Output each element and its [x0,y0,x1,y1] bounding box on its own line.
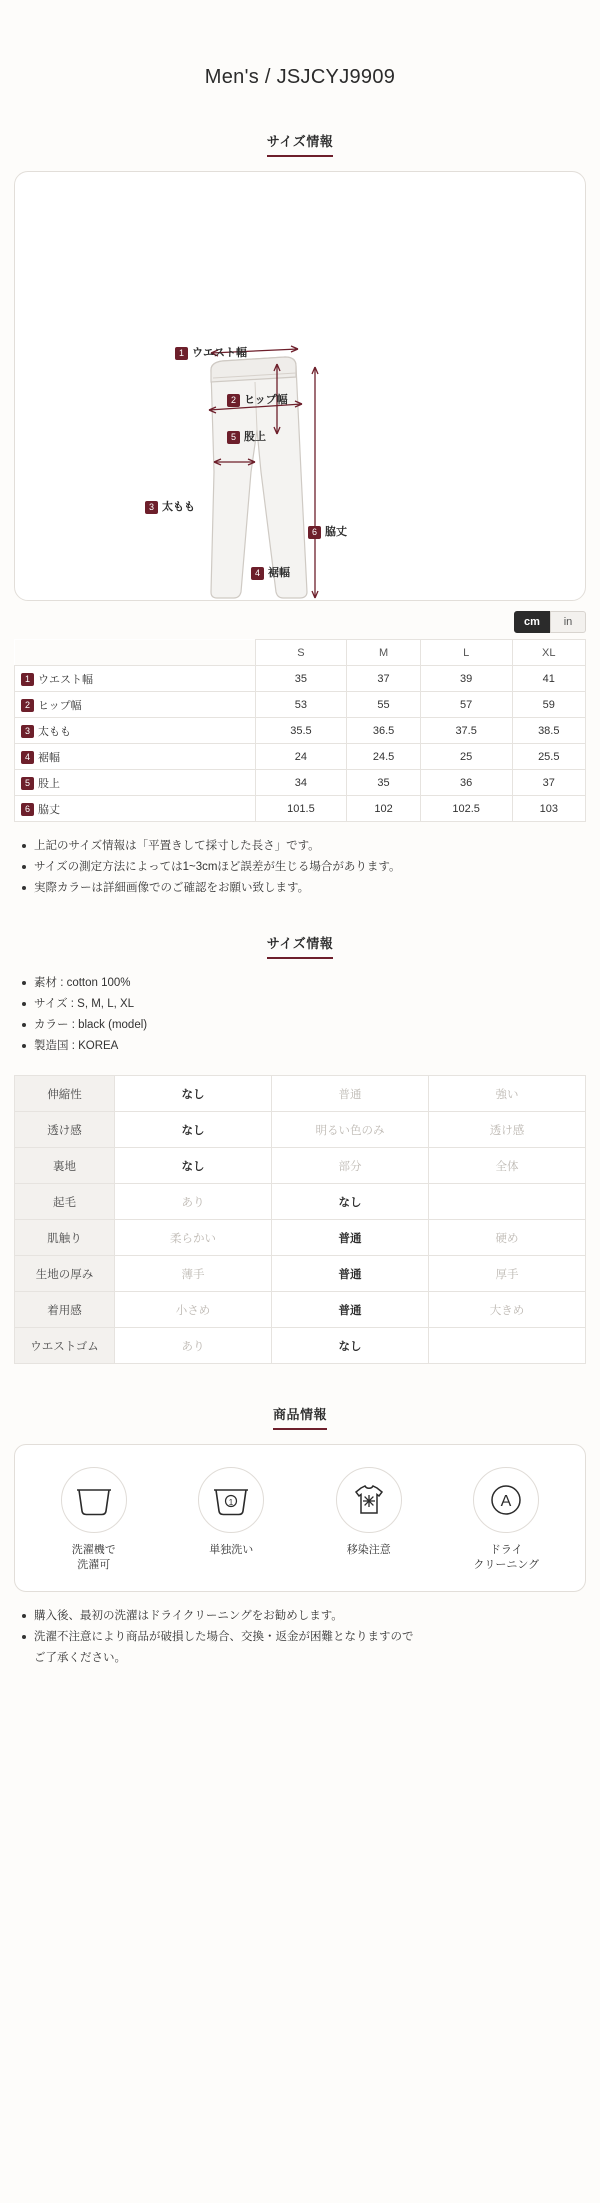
row-label-1: ウエスト幅 [38,673,93,686]
spec-info-heading [14,933,586,959]
prop-label-texture: 肌触り [15,1220,115,1256]
care-label-dry-clean [458,1543,554,1573]
cell: 35 [347,770,420,796]
table-row [15,1184,586,1220]
size-row-label-hip [15,692,256,718]
cell: 37.5 [420,718,512,744]
diagram-label-hip-text: ヒップ幅 [244,394,288,406]
size-row-label-rise [15,770,256,796]
row-label-4: 裾幅 [38,751,60,764]
row-badge-5: 5 [21,777,34,790]
diagram-label-outseam-text: 脇丈 [325,526,347,538]
size-col-xl: XL [512,640,585,666]
prop-option: なし [114,1112,271,1148]
care-label-line2: クリーニング [473,1559,540,1571]
row-label-3: 太もも [38,725,71,738]
unit-cm-button[interactable]: cm [514,611,550,633]
cell: 36 [420,770,512,796]
prop-option: なし [114,1076,271,1112]
row-badge-6: 6 [21,803,34,816]
care-label-line1: 移染注意 [346,1544,391,1556]
list-item-continuation [18,1648,582,1669]
care-label-hand-wash [183,1543,279,1558]
prop-label-napping: 起毛 [15,1184,115,1220]
cell: 25.5 [512,744,585,770]
table-row [15,692,586,718]
table-row [15,718,586,744]
table-row [15,1292,586,1328]
cell: 102 [347,796,420,822]
table-row [15,1256,586,1292]
prop-label-stretch: 伸縮性 [15,1076,115,1112]
cell: 34 [255,770,347,796]
diagram-label-rise-text: 股上 [244,431,266,443]
size-row-label-thigh [15,718,256,744]
prop-option: 部分 [271,1148,428,1184]
care-label-color-transfer [321,1543,417,1558]
spec-info-heading-text: サイズ情報 [267,933,333,959]
prop-option: 普通 [271,1220,428,1256]
table-row [15,1328,586,1364]
size-diagram-card [14,171,586,601]
unit-toggle[interactable] [14,611,586,633]
row-badge-1: 1 [21,673,34,686]
care-notes-list [14,1606,586,1669]
prop-label-thickness: 生地の厚み [15,1256,115,1292]
prop-option: 普通 [271,1256,428,1292]
size-table-corner [15,640,256,666]
size-col-l: L [420,640,512,666]
care-item-machine-wash [46,1467,142,1573]
svg-text:1: 1 [229,1498,234,1507]
diagram-badge-6: 6 [308,526,321,539]
row-badge-2: 2 [21,699,34,712]
diagram-label-hip [227,391,288,407]
prop-option: 薄手 [114,1256,271,1292]
care-label-machine-wash [46,1543,142,1573]
pants-diagram [15,172,585,600]
prop-option [428,1328,585,1364]
table-row [15,744,586,770]
cell: 39 [420,666,512,692]
cell: 59 [512,692,585,718]
diagram-badge-4: 4 [251,567,264,580]
product-info-heading [14,1404,586,1430]
size-row-label-waist [15,666,256,692]
list-item: 製造国 : KOREA [18,1036,582,1057]
prop-label-lining: 裏地 [15,1148,115,1184]
spec-notes-list [14,973,586,1057]
diagram-label-outseam [308,523,347,539]
table-row [15,796,586,822]
care-instructions-card [14,1444,586,1592]
prop-label-waist-elastic: ウエストゴム [15,1328,115,1364]
unit-in-button[interactable]: in [550,611,586,633]
prop-option: あり [114,1184,271,1220]
prop-option: なし [271,1184,428,1220]
care-item-dry-clean [458,1467,554,1573]
table-row [15,1148,586,1184]
prop-option: 小さめ [114,1292,271,1328]
prop-option: 厚手 [428,1256,585,1292]
prop-option: 大きめ [428,1292,585,1328]
prop-label-sheerness: 透け感 [15,1112,115,1148]
list-item: 実際カラーは詳細画像でのご確認をお願い致します。 [18,878,582,899]
color-transfer-icon [336,1467,402,1533]
dry-clean-icon [473,1467,539,1533]
page-title: Men's / JSJCYJ9909 [204,66,396,88]
size-row-label-hem [15,744,256,770]
table-row [15,1112,586,1148]
prop-option: あり [114,1328,271,1364]
diagram-badge-5: 5 [227,431,240,444]
list-item: サイズの測定方法によっては1~3cmほど誤差が生じる場合があります。 [18,857,582,878]
diagram-badge-2: 2 [227,394,240,407]
list-item: 上記のサイズ情報は「平置きして採寸した長さ」です。 [18,836,582,857]
size-col-m: M [347,640,420,666]
size-info-heading [14,131,586,157]
row-label-5: 股上 [38,777,60,790]
cell: 25 [420,744,512,770]
cell: 35 [255,666,347,692]
cell: 24.5 [347,744,420,770]
diagram-badge-3: 3 [145,501,158,514]
size-table [14,639,586,822]
prop-option: なし [271,1328,428,1364]
list-item: サイズ : S, M, L, XL [18,994,582,1015]
prop-option: 柔らかい [114,1220,271,1256]
cell: 36.5 [347,718,420,744]
cell: 55 [347,692,420,718]
cell: 103 [512,796,585,822]
table-row [15,1076,586,1112]
list-item: 洗濯不注意により商品が破損した場合、交換・返金が困難となりますので [18,1627,582,1648]
cell: 101.5 [255,796,347,822]
diagram-label-waist-text: ウエスト幅 [192,347,247,359]
table-row [15,770,586,796]
care-label-line1: 洗濯機で [71,1544,116,1556]
care-label-line2: 洗濯可 [77,1559,111,1571]
prop-option: 硬め [428,1220,585,1256]
table-row [15,1220,586,1256]
cell: 53 [255,692,347,718]
cell: 38.5 [512,718,585,744]
prop-option: 強い [428,1076,585,1112]
size-col-s: S [255,640,347,666]
prop-option: 透け感 [428,1112,585,1148]
fabric-properties-table [14,1075,586,1364]
product-info-heading-text: 商品情報 [273,1404,327,1430]
hand-wash-icon [198,1467,264,1533]
prop-option: 普通 [271,1076,428,1112]
diagram-label-thigh-text: 太もも [162,501,195,513]
prop-option: 全体 [428,1148,585,1184]
diagram-label-hem-text: 裾幅 [268,567,290,579]
prop-option: 普通 [271,1292,428,1328]
cell: 57 [420,692,512,718]
care-label-line1: ドライ [489,1544,523,1556]
size-notes-list [14,836,586,899]
size-row-label-outseam [15,796,256,822]
washing-machine-icon [61,1467,127,1533]
size-info-heading-text: サイズ情報 [267,131,333,157]
care-item-color-transfer [321,1467,417,1573]
prop-label-fit: 着用感 [15,1292,115,1328]
row-label-2: ヒップ幅 [38,699,82,712]
list-item: 購入後、最初の洗濯はドライクリーニングをお勧めします。 [18,1606,582,1627]
cell: 35.5 [255,718,347,744]
diagram-label-rise [227,428,266,444]
cell: 24 [255,744,347,770]
prop-option: なし [114,1148,271,1184]
row-badge-4: 4 [21,751,34,764]
cell: 102.5 [420,796,512,822]
svg-text:A: A [500,1493,512,1510]
care-label-line1: 単独洗い [209,1544,254,1556]
care-note-continuation-text: ご了承ください。 [34,1652,126,1664]
diagram-badge-1: 1 [175,347,188,360]
cell: 37 [512,770,585,796]
cell: 41 [512,666,585,692]
diagram-label-thigh [145,498,195,514]
size-table-header-row [15,640,586,666]
care-item-hand-wash [183,1467,279,1573]
cell: 37 [347,666,420,692]
diagram-label-hem [251,564,290,580]
row-label-6: 脇丈 [38,803,60,816]
table-row [15,666,586,692]
prop-option: 明るい色のみ [271,1112,428,1148]
list-item: カラー : black (model) [18,1015,582,1036]
diagram-label-waist [175,344,247,360]
list-item: 素材 : cotton 100% [18,973,582,994]
row-badge-3: 3 [21,725,34,738]
prop-option [428,1184,585,1220]
